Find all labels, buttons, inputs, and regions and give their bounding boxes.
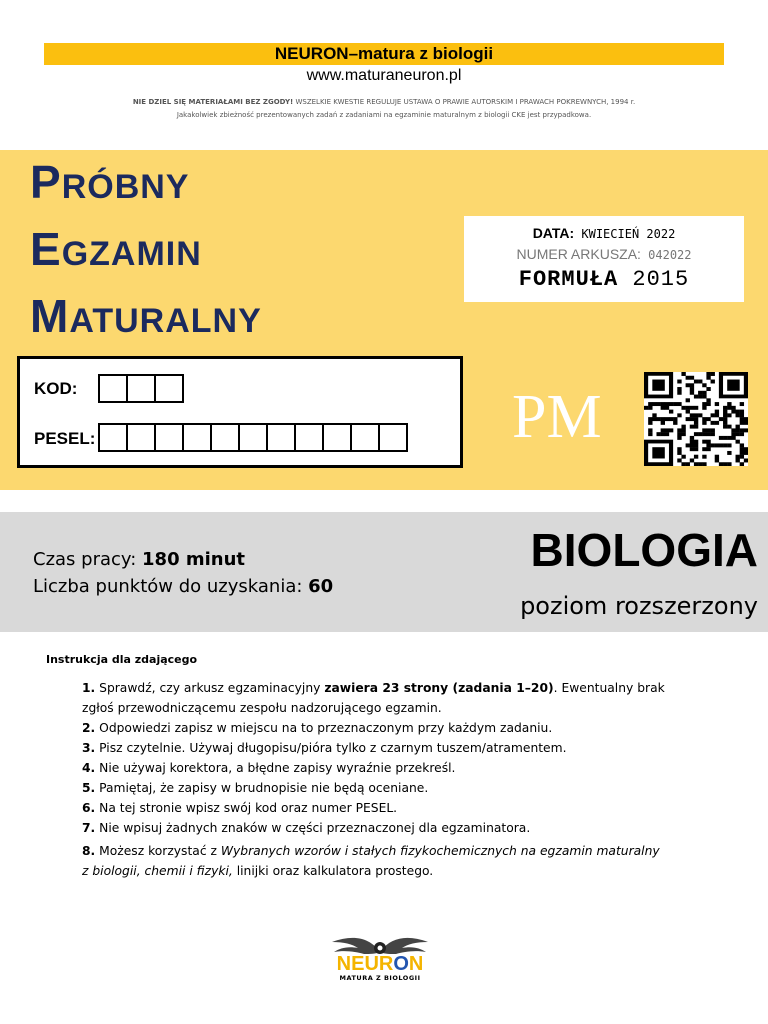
- instruction-item-4: 4. Nie używaj korektora, a błędne zapisy wyraźnie przekreśl.: [82, 761, 456, 775]
- exam-duration: Czas pracy: 180 minut: [33, 549, 246, 570]
- pesel-cell[interactable]: [238, 423, 268, 452]
- copyright-notice-bold: NIE DZIEL SIĘ MATERIAŁAMI BEZ ZGODY!: [132, 98, 294, 106]
- instruction-item-8-cont: z biologii, chemii i fizyki, linijki oraz kalkulatora prostego.: [82, 864, 434, 878]
- instruction-item-1: 1. Sprawdź, czy arkusz egzaminacyjny zawiera 23 strony (zadania 1–20). Ewentualny brak: [82, 681, 665, 695]
- level-badge: PM: [512, 383, 602, 451]
- instruction-item-8: 8. Możesz korzystać z Wybranych wzorów i stałych fizykochemicznych na egzamin maturalny: [82, 844, 660, 858]
- instruction-item-2: 2. Odpowiedzi zapisz w miejscu na to przeznaczonym przy każdym zadaniu.: [82, 721, 553, 735]
- pesel-cell[interactable]: [294, 423, 324, 452]
- pesel-cell[interactable]: [350, 423, 380, 452]
- copyright-notice: [30, 97, 738, 107]
- neuron-logo-subtitle: MATURA Z BIOLOGII: [339, 974, 421, 982]
- subject-level: poziom rozszerzony: [520, 592, 758, 620]
- pesel-cell[interactable]: [210, 423, 240, 452]
- kod-cell[interactable]: [126, 374, 156, 403]
- candidate-id-box: [17, 356, 463, 468]
- instructions-title: Instrukcja dla zdającego: [46, 653, 198, 666]
- exam-title-line-3: MATURALNY: [30, 290, 262, 342]
- pesel-cells: [100, 423, 408, 452]
- exam-title-line-2: EGZAMIN: [30, 223, 202, 275]
- pesel-cell[interactable]: [154, 423, 184, 452]
- exam-title-line-1: PRÓBNY: [30, 156, 190, 208]
- instruction-item-7: 7. Nie wpisuj żadnych znaków w części przeznaczonej dla egzaminatora.: [82, 821, 531, 835]
- subject-title: BIOLOGIA: [530, 524, 758, 576]
- exam-date: DATA: KWIECIEŃ 2022: [532, 225, 676, 241]
- exam-meta-box: [464, 216, 744, 302]
- kod-cells: [100, 374, 184, 403]
- instruction-item-1-cont: zgłoś przewodniczącemu zespołu nadzorującego egzamin.: [82, 701, 442, 715]
- header-title: NEURON–matura z biologii: [44, 43, 724, 65]
- coincidence-notice: Jakakolwiek zbieżność prezentowanych zadań z zadaniami na egzaminie maturalnym z biologii CKE jest przypadkowa.: [176, 111, 592, 119]
- neuron-logo-text: NEURON: [336, 953, 424, 975]
- pesel-cell[interactable]: [378, 423, 408, 452]
- pesel-cell[interactable]: [126, 423, 156, 452]
- pesel-cell[interactable]: [266, 423, 296, 452]
- sheet-number: NUMER ARKUSZA: 042022: [516, 246, 692, 262]
- kod-cell[interactable]: [98, 374, 128, 403]
- pesel-label: PESEL:: [34, 429, 96, 448]
- instruction-item-5: 5. Pamiętaj, że zapisy w brudnopisie nie będą oceniane.: [82, 781, 429, 795]
- exam-formula: FORMUŁA 2015: [518, 267, 690, 292]
- header-website: www.maturaneuron.pl: [306, 67, 462, 84]
- pesel-cell[interactable]: [98, 423, 128, 452]
- pesel-cell[interactable]: [322, 423, 352, 452]
- instruction-item-3: 3. Pisz czytelnie. Używaj długopisu/pióra tylko z czarnym tuszem/atramentem.: [82, 741, 567, 755]
- kod-cell[interactable]: [154, 374, 184, 403]
- copyright-notice-rest: WSZELKIE KWESTIE REGULUJE USTAWA O PRAWIE AUTORSKIM I PRAWACH POKREWNYCH, 1994 r.: [293, 98, 636, 106]
- exam-points: Liczba punktów do uzyskania: 60: [33, 576, 334, 597]
- kod-label: KOD:: [34, 379, 78, 398]
- instruction-item-6: 6. Na tej stronie wpisz swój kod oraz numer PESEL.: [82, 801, 398, 815]
- qr-code-icon: [644, 372, 748, 466]
- pesel-cell[interactable]: [182, 423, 212, 452]
